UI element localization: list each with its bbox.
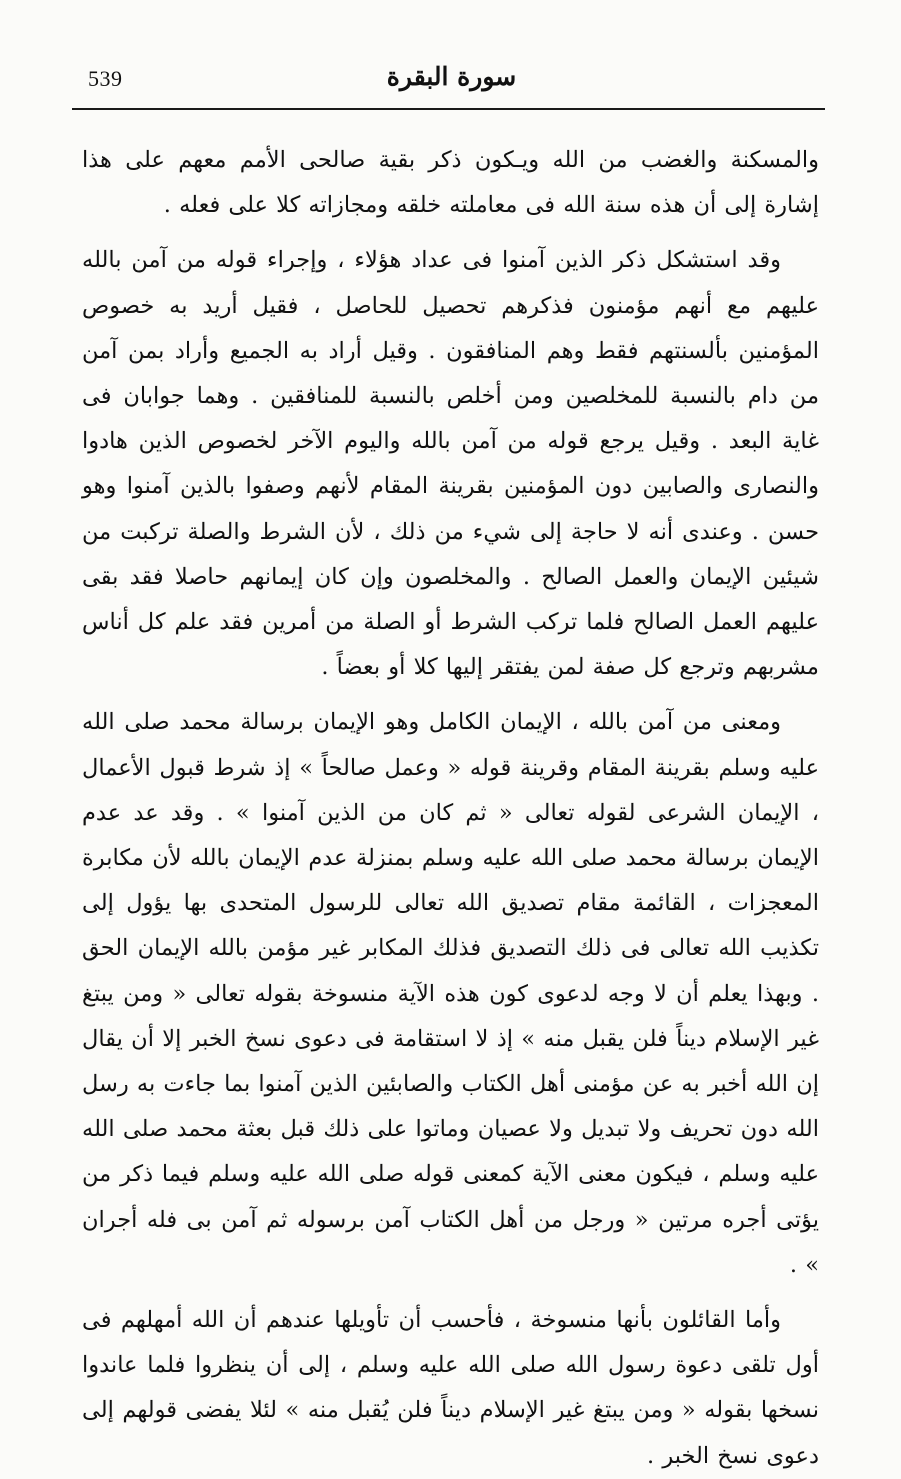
paragraph-3: ومعنى من آمن بالله ، الإيمان الكامل وهو الإيمان برسالة محمد صلى الله عليه وسلم بقرينة المقام وقرينة قوله « وعمل صالحاً » إذ شرط قبول الأعمال ، الإيمان الشرعى لقوله تعالى « ثم كان من الذين آمنوا » . وقد عد عدم الإيمان برسالة محمد صلى الله عليه وسلم بمنزلة عدم الإيمان بالله لأن مكابرة المعجزات ، القائمة مقام تصديق الله تعالى للرسول المتحدى بها يؤول إلى تكذيب الله تعالى فى ذلك التصديق فذلك المكابر غير مؤمن بالله الإيمان الحق . وبهذا يعلم أن لا وجه لدعوى كون هذه الآية منسوخة بقوله تعالى « ومن يبتغ غير الإسلام ديناً فلن يقبل منه » إذ لا استقامة فى دعوى نسخ الخبر إلا أن يقال إن الله أخبر به عن مؤمنى أهل الكتاب والصابئين الذين آمنوا بما جاءت به رسل الله دون تحريف ولا تبديل ولا عصيان وماتوا على ذلك قبل بعثة محمد صلى الله عليه وسلم ، فيكون معنى الآية كمعنى قوله صلى الله عليه وسلم فيما ذكر من يؤتى أجره مرتين « ورجل من أهل الكتاب آمن برسوله ثم آمن بى فله أجران » . xyxy=(82,709,819,1278)
page-body xyxy=(82,138,819,1479)
header-rule xyxy=(72,108,825,110)
page-number: 539 xyxy=(88,66,123,91)
running-title: سورة البقرة xyxy=(386,62,517,91)
page-header xyxy=(82,58,821,106)
paragraph-1: والمسكنة والغضب من الله ويـكون ذكر بقية صالحى الأمم معهم على هذا إشارة إلى أن هذه سنة الله فى معاملته خلقه ومجازاته كلا على فعله . xyxy=(82,147,819,219)
paragraph-2: وقد استشكل ذكر الذين آمنوا فى عداد هؤلاء ، وإجراء قوله من آمن بالله عليهم مع أنهم مؤمنون فذكرهم تحصيل للحاصل ، فقيل أريد به خصوص المؤمنين بألسنتهم فقط وهم المنافقون . وقيل أراد به الجميع وأراد بمن آمن من دام بالنسبة للمخلصين ومن أخلص بالنسبة للمنافقين . وهما جوابان فى غاية البعد . وقيل يرجع قوله من آمن بالله واليوم الآخر لخصوص الذين هادوا والنصارى والصابين دون المؤمنين بقرينة المقام لأنهم وصفوا بالذين آمنوا وهو حسن . وعندى أنه لا حاجة إلى شيء من ذلك ، لأن الشرط والصلة تركبت من شيئين الإيمان والعمل الصالح . والمخلصون وإن كان إيمانهم حاصلا فقد بقى عليهم العمل الصالح فلما تركب الشرط أو الصلة من أمرين فقد علم كل أناس مشربهم وترجع كل صفة لمن يفتقر إليها كلا أو بعضاً . xyxy=(82,247,819,681)
paragraph-4: وأما القائلون بأنها منسوخة ، فأحسب أن تأويلها عندهم أن الله أمهلهم فى أول تلقى دعوة رسول الله صلى الله عليه وسلم ، إلى أن ينظروا فلما عاندوا نسخها بقوله « ومن يبتغ غير الإسلام ديناً فلن يُقبل منه » لئلا يفضى قولهم إلى دعوى نسخ الخبر . xyxy=(82,1307,819,1469)
